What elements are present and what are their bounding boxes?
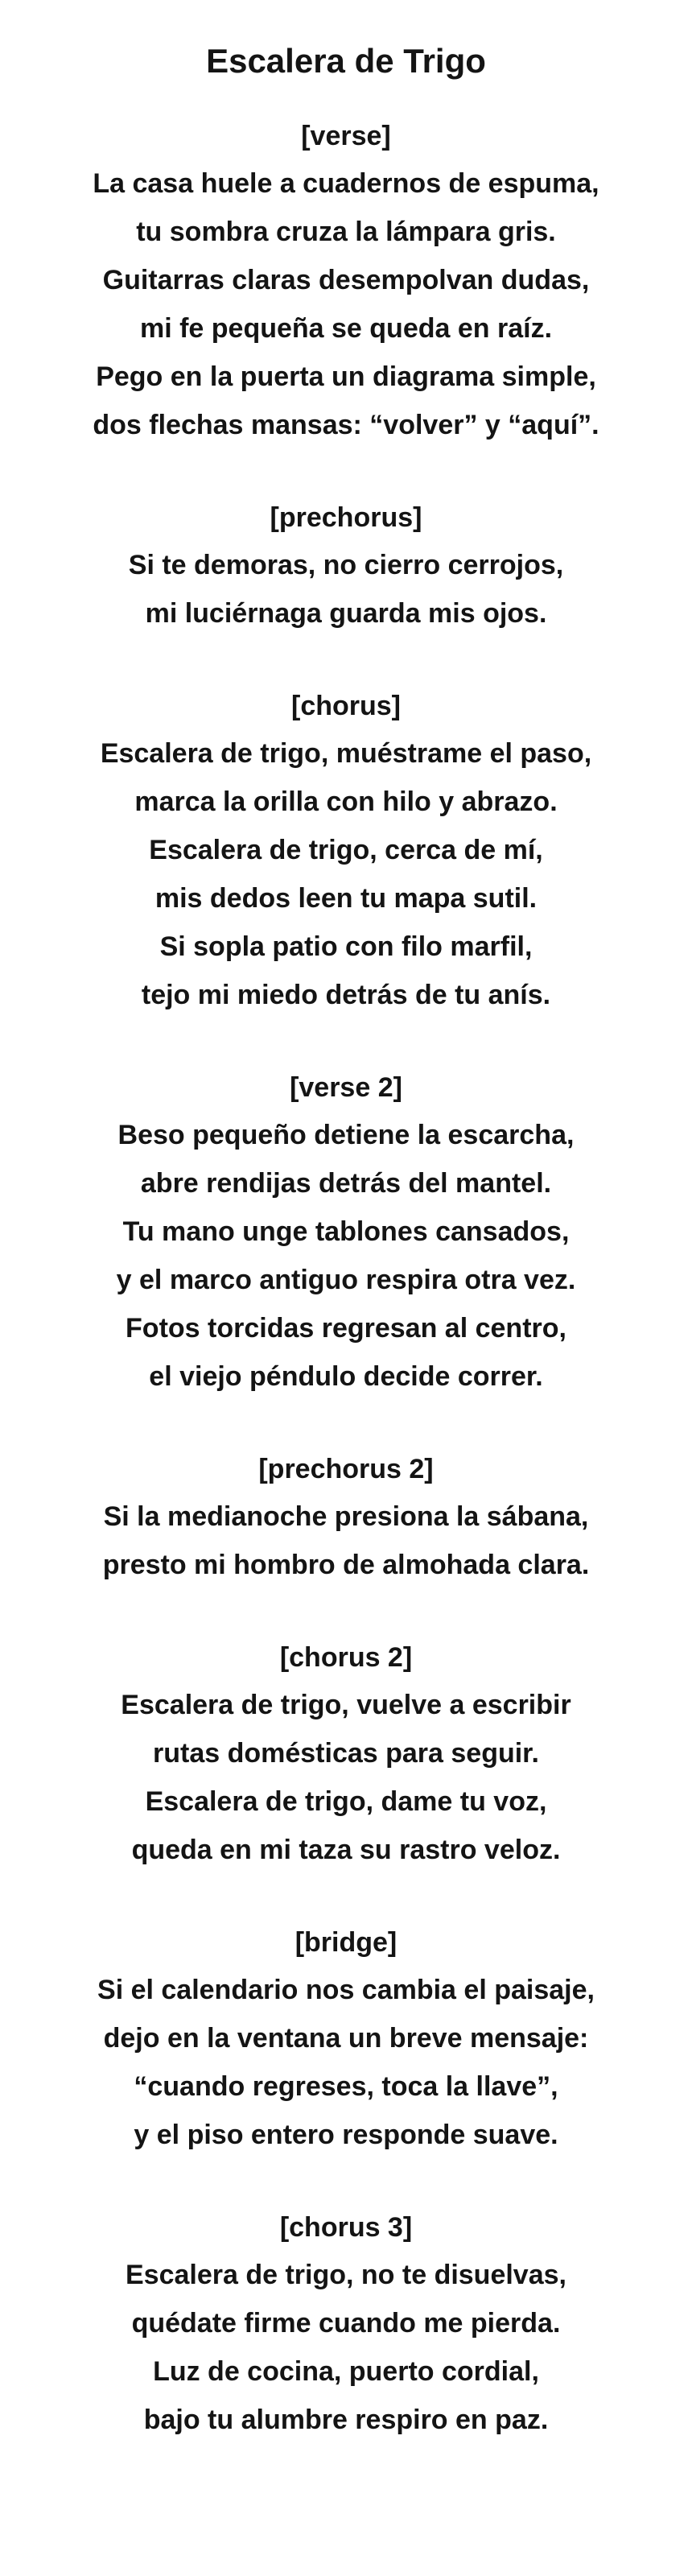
lyric-section [0, 1446, 692, 1589]
lyric-line: dejo en la ventana un breve mensaje: [103, 2023, 589, 2054]
song-title: Escalera de Trigo [206, 42, 486, 80]
section-label: [prechorus 2] [258, 1454, 434, 1484]
lyric-line: La casa huele a cuadernos de espuma, [93, 168, 599, 199]
lyric-line: tejo mi miedo detrás de tu anís. [141, 980, 551, 1010]
lyric-line: y el piso entero responde suave. [134, 2120, 558, 2150]
lyric-section [0, 1634, 692, 1874]
lyrics-body [0, 113, 692, 2444]
lyric-line: mis dedos leen tu mapa sutil. [154, 883, 538, 914]
lyric-line: Escalera de trigo, cerca de mí, [149, 835, 543, 865]
lyric-line: Escalera de trigo, no te disuelvas, [126, 2260, 566, 2290]
lyric-section [0, 494, 692, 638]
lyric-line: quédate firme cuando me pierda. [131, 2308, 561, 2339]
lyric-line: queda en mi taza su rastro veloz. [131, 1835, 561, 1865]
lyric-line: Beso pequeño detiene la escarcha, [117, 1120, 575, 1150]
lyric-section [0, 113, 692, 449]
section-label: [bridge] [295, 1927, 397, 1958]
section-label: [verse] [301, 121, 391, 151]
lyric-line: dos flechas mansas: “volver” y “aquí”. [93, 410, 599, 440]
lyric-section [0, 2204, 692, 2444]
lyric-section [0, 683, 692, 1019]
section-label: [chorus] [291, 691, 401, 721]
section-label: [chorus 2] [279, 1642, 413, 1673]
lyric-line: Si sopla patio con filo marfil, [159, 931, 533, 962]
section-label: [prechorus] [270, 502, 422, 533]
lyric-line: Fotos torcidas regresan al centro, [126, 1313, 566, 1344]
lyric-line: Pego en la puerta un diagrama simple, [96, 361, 596, 392]
lyric-line: Escalera de trigo, muéstrame el paso, [100, 738, 592, 769]
lyric-section [0, 1064, 692, 1401]
lyric-line: tu sombra cruza la lámpara gris. [136, 217, 556, 247]
lyric-line: Escalera de trigo, vuelve a escribir [121, 1690, 571, 1720]
lyric-line: Guitarras claras desempolvan dudas, [102, 265, 590, 295]
section-label: [chorus 3] [279, 2212, 413, 2243]
lyric-line: mi fe pequeña se queda en raíz. [139, 313, 553, 344]
lyric-line: Si te demoras, no cierro cerrojos, [128, 550, 564, 580]
lyric-line: presto mi hombro de almohada clara. [102, 1550, 590, 1580]
lyric-section [0, 1919, 692, 2159]
lyric-line: Escalera de trigo, dame tu voz, [145, 1786, 547, 1817]
lyric-line: Tu mano unge tablones cansados, [122, 1216, 570, 1247]
lyric-line: y el marco antiguo respira otra vez. [116, 1265, 576, 1295]
lyric-line: Si el calendario nos cambia el paisaje, [97, 1975, 595, 2005]
lyric-line: Luz de cocina, puerto cordial, [153, 2356, 539, 2387]
lyric-line: “cuando regreses, toca la llave”, [134, 2071, 558, 2102]
lyric-line: abre rendijas detrás del mantel. [140, 1168, 552, 1199]
lyric-line: Si la medianoche presiona la sábana, [103, 1501, 589, 1532]
lyric-line: el viejo péndulo decide correr. [149, 1361, 543, 1392]
lyric-line: rutas domésticas para seguir. [153, 1738, 539, 1769]
lyric-line: marca la orilla con hilo y abrazo. [134, 786, 558, 817]
lyric-line: bajo tu alumbre respiro en paz. [143, 2405, 549, 2435]
lyric-line: mi luciérnaga guarda mis ojos. [145, 598, 547, 629]
section-label: [verse 2] [290, 1072, 402, 1103]
